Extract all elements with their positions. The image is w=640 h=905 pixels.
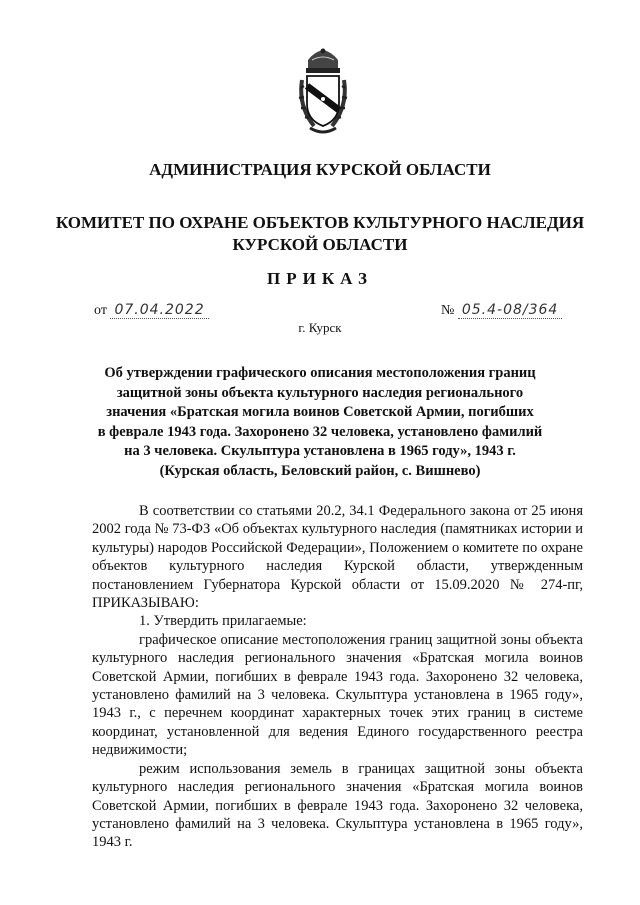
committee-title-line-1: КОМИТЕТ ПО ОХРАНЕ ОБЪЕКТОВ КУЛЬТУРНОГО НАСЛЕДИЯ — [55, 213, 585, 232]
kursk-coat-of-arms-icon — [296, 48, 350, 136]
body-paragraph-land-use-regime: режим использования земель в границах защитной зоны объекта культурного наследия регионального значения «Братская могила воинов Советской Армии, погибших в феврале 1943 года. Захоронено 32 человека, установлено фамилий на 3 человека. Скульптура установлена в 1965 году», 1943 г. — [92, 760, 583, 851]
city-label: г. Курск — [298, 320, 342, 335]
committee-title — [0, 212, 640, 256]
administration-title: АДМИНИСТРАЦИЯ КУРСКОЙ ОБЛАСТИ — [149, 160, 491, 179]
body-paragraph-preamble: В соответствии со статьями 20.2, 34.1 Федерального закона от 25 июня 2002 года № 73-ФЗ «Об объектах культурного наследия (памятниках истории и культуры) народов Российской Федерации», Положением о комитете по охране объектов культурного наследия Курской области, утвержденным постановлением Губернатора Курской области от 15.09.2020 № 274-пг, ПРИКАЗЫВАЮ: — [92, 503, 583, 612]
body-paragraph-graphic-description: графическое описание местоположения границ защитной зоны объекта культурного наследия регионального значения «Братская могила воинов Советской Армии, погибших в феврале 1943 года. Захоронено 32 человека, установлено фамилий на 3 человека. Скульптура установлена в 1965 году», 1943 г., с перечнем координат характерных точек этих границ в системе координат, установленной для ведения Единого государственного реестра недвижимости; — [92, 631, 583, 759]
order-subject — [92, 364, 548, 481]
subject-line: (Курская область, Беловский район, с. Вишнево) — [159, 462, 481, 479]
subject-line: в феврале 1943 года. Захоронено 32 человека, установлено фамилий — [97, 423, 543, 440]
subject-line: Об утверждении графического описания местоположения границ — [104, 365, 536, 381]
subject-line: защитной зоны объекта культурного наследия регионального — [116, 384, 524, 401]
committee-title-line-2: КУРСКОЙ ОБЛАСТИ — [232, 235, 408, 254]
subject-line: значения «Братская могила воинов Советской Армии, погибших — [106, 404, 534, 420]
order-date-row — [94, 302, 209, 319]
number-label: № — [441, 303, 455, 318]
order-body — [92, 502, 583, 852]
body-paragraph-item-1: 1. Утвердить прилагаемые: — [139, 613, 307, 630]
order-date: 07.04.2022 — [110, 302, 208, 319]
date-label: от — [94, 303, 107, 318]
order-number: 05.4-08/364 — [458, 302, 562, 319]
order-title: ПРИКАЗ — [267, 269, 373, 288]
subject-line: на 3 человека. Скульптура установлена в 1965 году», 1943 г. — [124, 443, 516, 459]
order-number-row — [441, 302, 562, 319]
